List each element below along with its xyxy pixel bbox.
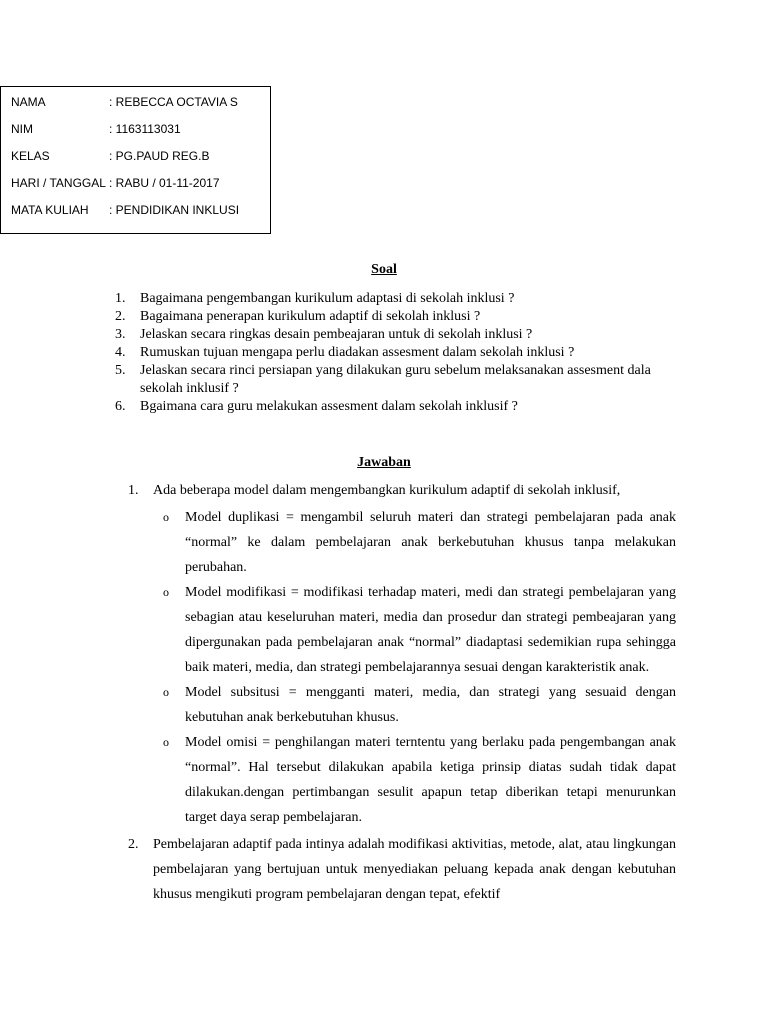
jawaban-heading: Jawaban [357,455,411,470]
soal-item [115,398,685,416]
soal-text: Bgaimana cara guru melakukan assesment dalam sekolah inklusif ? [140,399,518,414]
jawaban-number: 2. [128,837,139,852]
identity-label: NAMA [11,95,46,109]
soal-text: Bagaimana penerapan kurikulum adaptif di sekolah inklusi ? [140,309,481,324]
jawaban-text: Ada beberapa model dalam mengembangkan kurikulum adaptif di sekolah inklusif, [153,483,621,498]
student-identity-box [0,86,271,234]
model-item [153,580,676,680]
model-text: Model omisi = penghilangan materi terntentu yang berlaku pada pengembangan anak “normal”. Hal tersebut dilakukan apabila ketiga prinsip diatas sudah tidak dapat dilakukan.dengan pertimbangan sesulit apapun tetap diberikan tetapi menurunkan target daya serap pembelajaran. [185,735,676,825]
identity-label: HARI / TANGGAL [11,176,106,190]
identity-label: NIM [11,122,33,136]
bullet-icon: o [163,585,169,599]
soal-item [115,290,685,308]
soal-number: 3. [115,327,126,342]
model-list [153,505,676,830]
jawaban-number: 1. [128,483,139,498]
identity-value: : REBECCA OCTAVIA S [109,95,238,109]
bullet-icon: o [163,510,169,524]
identity-label: MATA KULIAH [11,203,89,217]
model-item [153,505,676,580]
soal-text: Jelaskan secara rinci persiapan yang dilakukan guru sebelum melaksanakan assesment dala sekolah inklusif ? [140,363,651,396]
model-text: Model subsitusi = mengganti materi, media, dan strategi yang sesuaid dengan kebutuhan anak berkebutuhan khusus. [185,685,676,725]
identity-value: : 1163113031 [109,122,181,136]
soal-number: 4. [115,345,126,360]
identity-value: : RABU / 01-11-2017 [109,176,220,190]
identity-label: KELAS [11,149,50,163]
model-item [153,730,676,830]
model-text: Model modifikasi = modifikasi terhadap materi, medi dan strategi pembelajaran yang sebagian atau keseluruhan materi, media dan prosedur dan strategi pembeajaran yang dipergunakan pada pembelajaran anak “normal” diadaptasi sedemikian rupa sehingga baik materi, media, dan strategi pembelajarannya sesuai dengan karakteristik anak. [185,585,676,675]
bullet-icon: o [163,685,169,699]
soal-number: 6. [115,399,126,414]
soal-item [115,362,685,398]
soal-heading: Soal [371,262,397,277]
soal-text: Jelaskan secara ringkas desain pembeajaran untuk di sekolah inklusi ? [140,327,533,342]
soal-item [115,326,685,344]
soal-text: Rumuskan tujuan mengapa perlu diadakan assesment dalam sekolah inklusi ? [140,345,575,360]
bullet-icon: o [163,735,169,749]
jawaban-item [128,478,676,830]
jawaban-item [128,832,676,907]
identity-value: : PG.PAUD REG.B [109,149,210,163]
soal-item [115,308,685,326]
soal-number: 1. [115,291,126,306]
model-text: Model duplikasi = mengambil seluruh materi dan strategi pembelajaran pada anak “normal” ke dalam pembelajaran anak berkebutuhan khusus tanpa melakukan perubahan. [185,510,676,575]
soal-number: 2. [115,309,126,324]
soal-number: 5. [115,363,126,378]
soal-list [115,290,685,416]
jawaban-text: Pembelajaran adaptif pada intinya adalah modifikasi aktivitias, metode, alat, atau lingkungan pembelajaran yang bertujuan untuk menyediakan peluang kepada anak dengan kebutuhan khusus mengikuti program pembelajaran dengan tepat, efektif [153,837,676,902]
soal-text: Bagaimana pengembangan kurikulum adaptasi di sekolah inklusi ? [140,291,515,306]
model-item [153,680,676,730]
identity-value: : PENDIDIKAN INKLUSI [109,203,240,217]
soal-item [115,344,685,362]
jawaban-list [128,478,676,907]
